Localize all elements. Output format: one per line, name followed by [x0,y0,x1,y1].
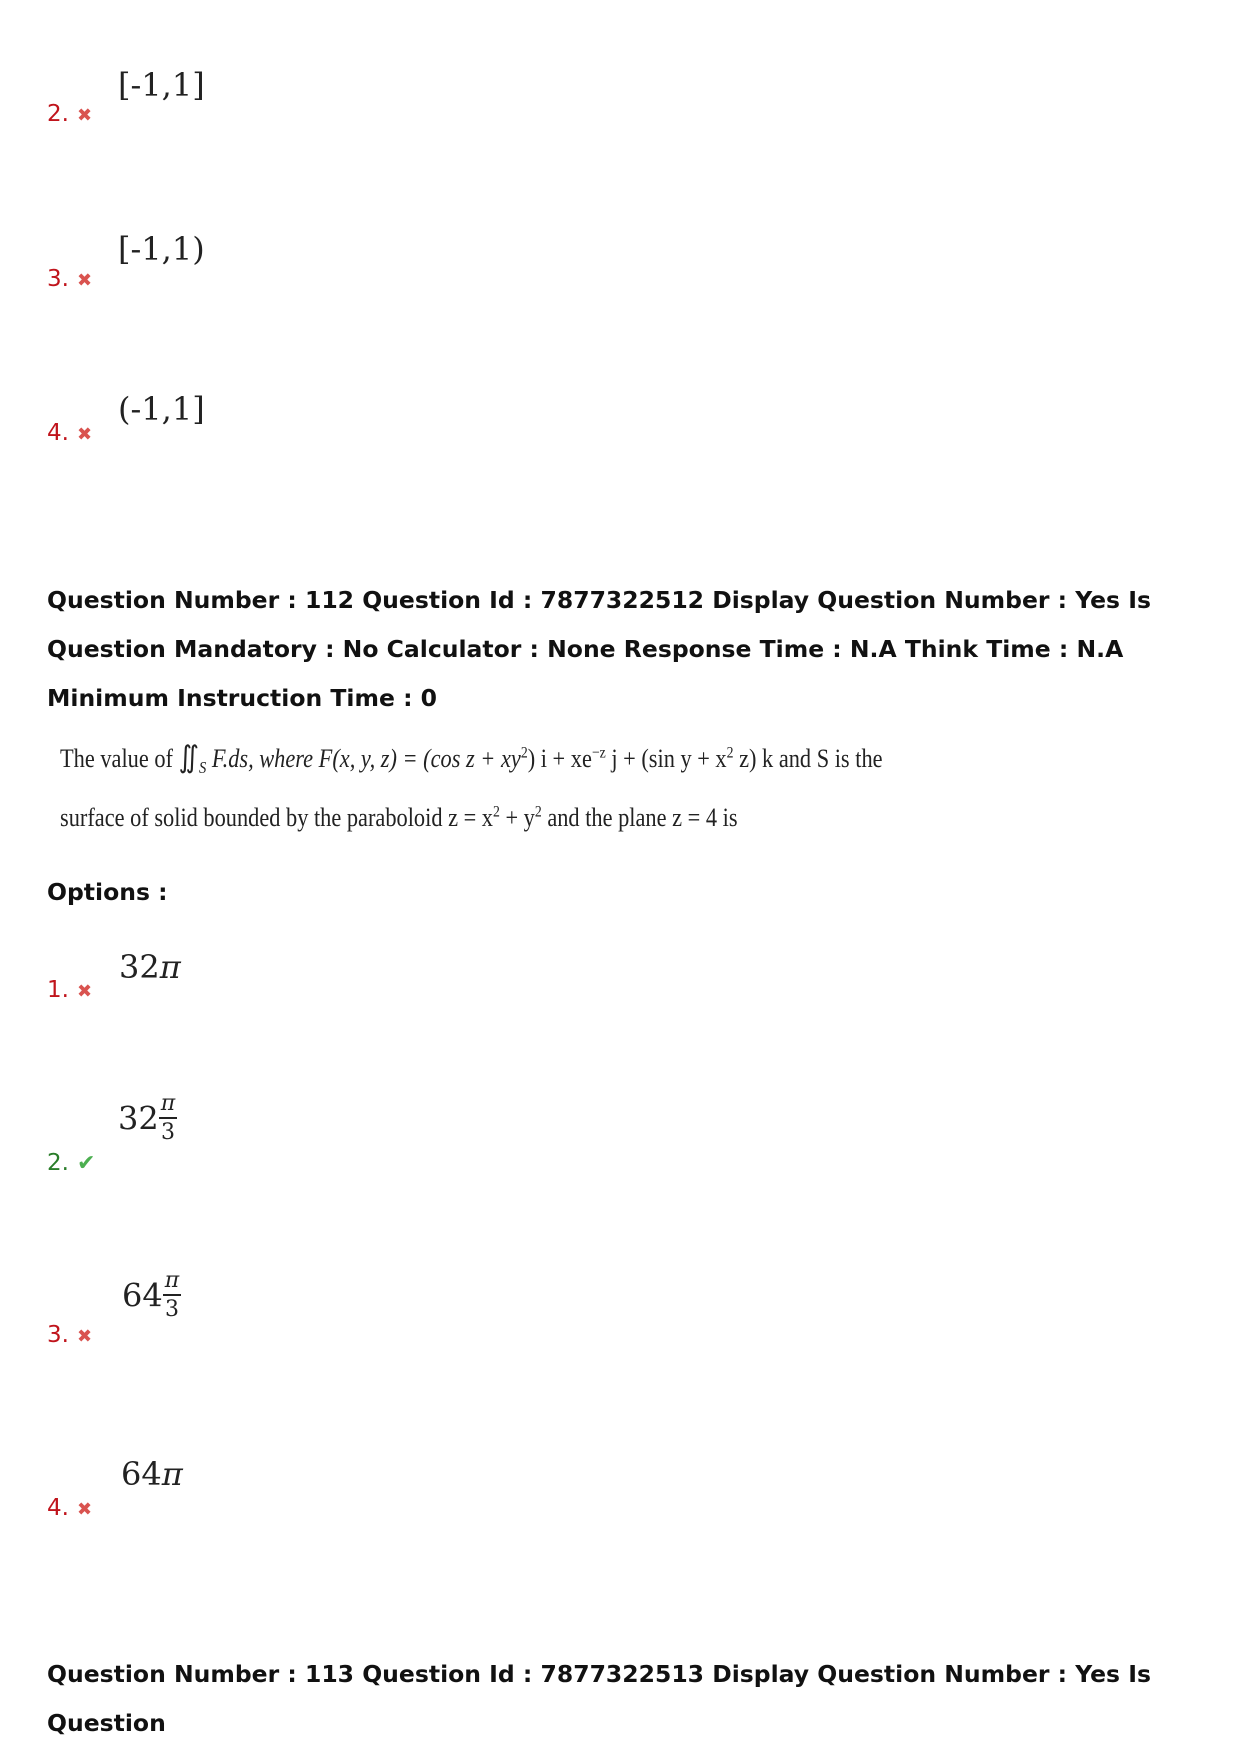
option-3-value: 64 $\frac{\pi}{3}$ [122,1268,180,1322]
option-3-number [47,1322,92,1348]
option-4-number [47,1495,92,1521]
fraction: $\frac{\pi}{3}$ [160,1091,176,1145]
option-number-label: 4. [47,1495,69,1521]
wrong-cross-icon: ✖ [76,270,93,291]
question-113-header: Question Number : 113 Question Id : 7877322513 Display Question Number : Yes Is Question [47,1660,1151,1737]
wrong-cross-icon: ✖ [76,424,93,445]
question-112-header: Question Number : 112 Question Id : 7877322512 Display Question Number : Yes Is Question Mandatory : No Calculator : None Response Time : N.A Think Time : N.A Minimum Instruction Time : 0 [47,586,1151,712]
option-1-value: 32π [119,948,181,986]
option-number-label: 3. [47,1322,69,1348]
wrong-cross-icon: ✖ [76,1499,93,1520]
correct-check-icon: ✔ [76,1151,96,1176]
option-3-number-prev [47,266,92,292]
question-text-line-2: surface of solid bounded by the paraboloid $z = x^2 + y^2$ and the plane z = 4 is [60,803,738,832]
option-2-value: 32 $\frac{\pi}{3}$ [118,1091,176,1145]
option-1-number [47,977,92,1003]
options-label: Options : [47,878,168,906]
option-2-value-prev: [-1,1] [118,66,205,104]
wrong-cross-icon: ✖ [76,105,93,126]
option-number-label: 3. [47,266,69,292]
option-3-value-prev: [-1,1) [118,230,205,268]
option-4-value: 64π [121,1455,183,1493]
option-number-label: 4. [47,420,69,446]
option-2-number [47,1150,95,1176]
option-4-number-prev [47,420,92,446]
option-2-number-prev [47,101,92,127]
wrong-cross-icon: ✖ [76,1326,93,1347]
option-number-label: 2. [47,1150,69,1176]
fraction: $\frac{\pi}{3}$ [164,1268,180,1322]
option-4-value-prev: (-1,1] [118,390,205,428]
option-number-label: 1. [47,977,69,1003]
question-text-line-1: The value of $∬_S$ F.ds, where F(x, y, z) = (cos $z + xy^2$) $i + xe^{-z}$ j + (sin $y + x^2$ z) k and S is the [60,741,883,778]
option-number-label: 2. [47,101,69,127]
wrong-cross-icon: ✖ [76,981,93,1002]
